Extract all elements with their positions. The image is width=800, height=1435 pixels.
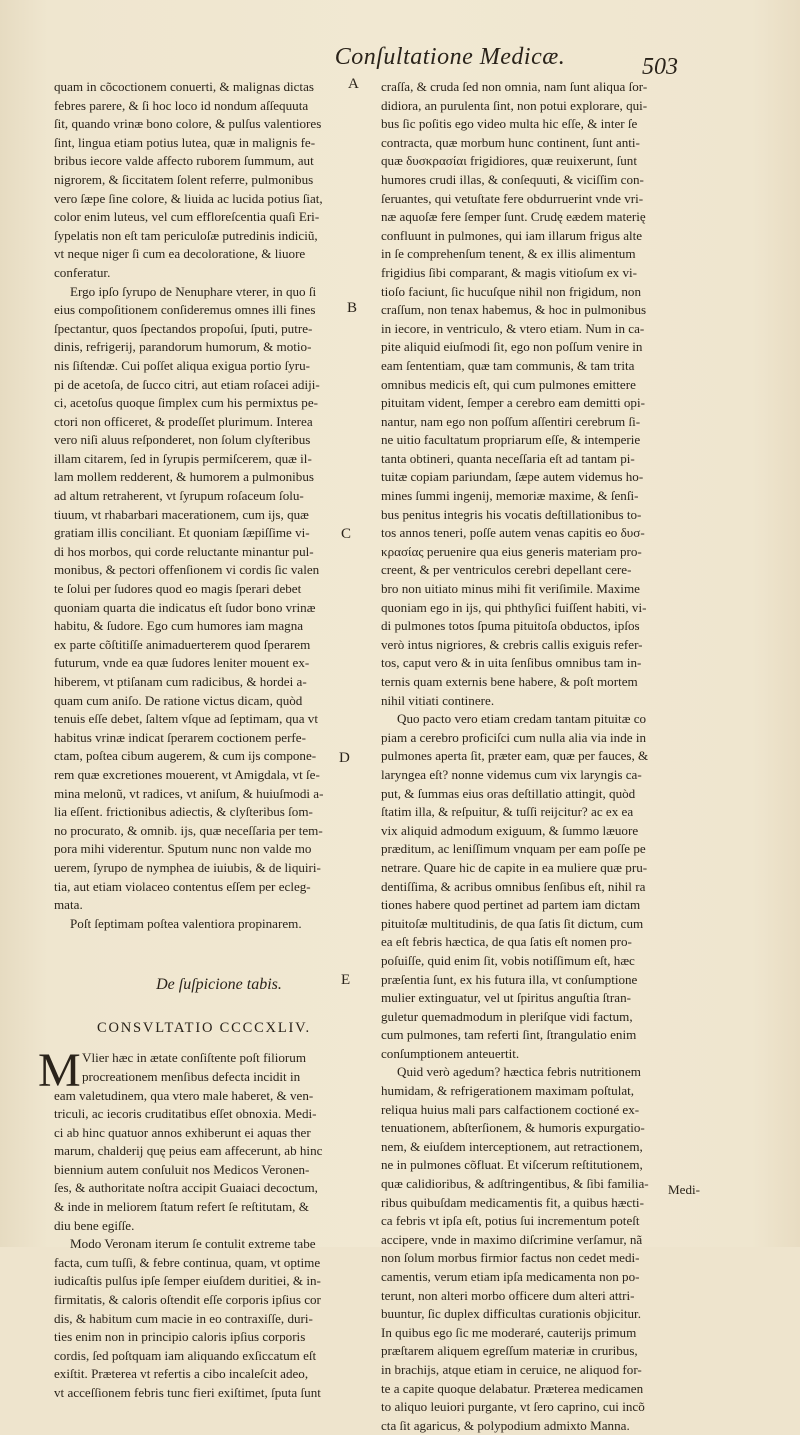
text-line: camentis, verum etiam ipſa medicamenta non po-: [381, 1269, 640, 1284]
text-line: te ſolui per ſudores quod eo magis ſperari debet: [54, 581, 302, 597]
text-line: procreationem menſibus defecta incidit in: [82, 1068, 301, 1084]
text-line: ex parte cõſtitiſſe animaduerterem quod ſperarem: [54, 636, 311, 652]
text-line: put, & ſummas eius oras deſtillatio attingit, quòd: [381, 785, 636, 801]
text-line: ribus quibuſdam medicamentis fit, a quibus hæcti-: [381, 1194, 644, 1210]
text-line: nigrorem, & ſiccitatem ſolent referre, pulmonibus: [54, 171, 314, 187]
text-line: rem quæ excretiones mouerent, vt Amigdala, vt ſe-: [54, 766, 320, 782]
text-line: & inde in meliorem ſtatum refert ſe reſtitutam, &: [54, 1199, 309, 1215]
margin-marker-d: D: [339, 750, 350, 766]
text-line: quoniam ego in ijs, qui phthyſici fuiſſent habiti, vi-: [381, 599, 647, 615]
text-line: ad altum retraherent, vt ſyrupum roſaceum ſolu-: [54, 488, 304, 504]
text-line: dinis, refrigerij, parandorum humorum, & motio-: [54, 339, 312, 355]
text-line: tuitæ copiam pariundam, ſæpe autem videmus ho-: [381, 469, 644, 485]
text-line: quam in cõcoctionem conuerti, & malignas dictas: [54, 79, 314, 94]
text-line: Ergo ipſo ſyrupo de Nenuphare vterer, in quo ſi: [70, 283, 317, 299]
text-line: mata.: [54, 897, 83, 913]
text-line: ne in pulmones cõfluat. Et viſcerum reſtitutionem,: [381, 1157, 643, 1173]
text-line: ternis quam externis bene habere, & poſt mortem: [381, 674, 638, 689]
text-line: ne uitio facultatum propriarum eſſe, & intemperie: [381, 432, 641, 448]
text-line: contracta, quæ morbum hunc continent, ſunt anti-: [381, 134, 640, 150]
text-line: bus ſic poſitis ego video multa hic eſſe, & inter ſe: [381, 116, 638, 132]
left-column: [38, 78, 354, 1403]
right-column: [381, 78, 693, 1435]
left-paragraph-4: [54, 1235, 354, 1402]
text-line: terunt, non alteri morbo officere dum alteri attri-: [381, 1287, 635, 1303]
text-line: marum, chalderij quę peius eam affecerunt, ab hinc: [54, 1143, 323, 1159]
text-line: frigidius ſibi comparant, & magis vitioſum ex vi-: [381, 264, 638, 280]
text-line: præditum, ac leniſſimum vnquam per eam poſſe pe: [381, 841, 646, 857]
text-line: didiora, an purulenta ſint, non potui explorare, qui-: [381, 97, 648, 113]
text-line: habitu, & ſudore. Ego cum humores iam magna: [54, 618, 304, 634]
text-line: Vlier hæc in ætate conſiſtente poſt filiorum: [82, 1050, 307, 1066]
text-line: ſint, lingua etiam potius lutea, quæ in malignis fe-: [54, 134, 316, 150]
text-line: eam ſententiam, quæ tam communis, & tam trita: [381, 357, 635, 373]
text-line: præſentia ſunt, ex his futura illa, vt conſumptione: [381, 971, 638, 987]
margin-marker-a: A: [348, 76, 359, 92]
text-line: accipere, vnde in maximo diſcrimine verſamur, nã: [381, 1231, 643, 1247]
text-line: nantur, nam ego non poſſum aſſentiri cerebrum ſi-: [381, 413, 641, 429]
text-line: quam cum aniſo. De ratione victus dicam, quòd: [54, 692, 303, 708]
text-line: tiones habere quod pertinet ad partem iam dictam: [381, 897, 641, 913]
text-line: triculi, ac iecoris cruditatibus eſſet obnoxia. Medi-: [54, 1106, 317, 1122]
text-line: facta, cum tuſſi, & febre continua, quam, vt optime: [54, 1254, 321, 1270]
text-line: to aliquo leuiori purgante, vt ſero caprino, cui incõ: [381, 1399, 645, 1415]
text-line: ctori non officeret, & prodeſſet plurimum. Interea: [54, 413, 313, 429]
text-line: Quo pacto vero etiam credam tantam pituitæ co: [397, 711, 647, 727]
text-line: ſypelatis non eſt tam periculoſæ putredinis indiciũ,: [54, 227, 318, 243]
right-paragraph-3: [381, 1063, 693, 1435]
closing-line: Poſt ſeptimam poſtea valentiora propinarem.: [70, 915, 302, 931]
text-line: ca febris vt ipſa eſt, potius ſui incrementum poteſt: [381, 1213, 640, 1229]
text-line: nihil vitiati continere.: [381, 692, 495, 708]
consultatio-body: [38, 1044, 354, 1235]
text-line: nem, & eiuſdem interceptionem, aut retractionem,: [381, 1138, 643, 1154]
catchword: Medi-: [668, 1182, 700, 1197]
text-line: lia eſſent. frictionibus adiectis, & clyſteribus ſom-: [54, 804, 313, 820]
text-line: ea eſt febris hæctica, de qua ſatis eſt nomen pro-: [381, 934, 632, 950]
text-line: guletur quemadmodum in pleriſque vidi factum,: [381, 1008, 633, 1024]
text-line: In quibus ego ſic me moderaré, cauterijs primum: [381, 1324, 637, 1340]
text-line: κρασίας peruenire qua eius generis materiam pro-: [381, 543, 642, 559]
left-paragraph-2: [54, 283, 354, 915]
text-line: ſeruantes, qui vetuſtate fere obdurruerint vnde vri-: [381, 190, 644, 206]
text-line: nis ſiſtendæ. Cui poſſet aliqua exigua portio ſyru-: [54, 357, 311, 373]
text-line: dentiſſima, & acribus omnibus ſenſibus eſt, nihil ra: [381, 878, 646, 894]
text-line: tanta obtineri, quanta neceſſaria eſt ad tantam pi-: [381, 450, 635, 466]
text-line: firmitatis, & caloris oſtendit eſſe corporis ipſius cor: [54, 1292, 321, 1308]
text-line: in ſe comprehenſum tenent, & ex illis alimentum: [381, 246, 636, 262]
text-line: eius compoſitionem conſideremus omnes illi fines: [54, 302, 316, 318]
text-line: craſſum, non tenax habemus, & hoc in pulmonibus: [381, 302, 647, 318]
text-line: te a capite quoque delabatur. Præterea medicamen: [381, 1380, 644, 1396]
text-line: biennium autem conſuluit nos Medicos Veronen-: [54, 1161, 310, 1177]
text-line: mina melonũ, vt radices, vt aniſum, & huiuſmodi a-: [54, 785, 324, 801]
section-heading: De ſuſpicione tabis.: [156, 976, 282, 994]
text-line: pite aliquid eiuſmodi ſit, ego non poſſum venire in: [381, 339, 643, 355]
text-line: diu bene egiſſe.: [54, 1217, 135, 1233]
text-line: ci, acetoſus quoque ſimplex cum his permixtus pe-: [54, 395, 318, 411]
running-header: Conſultatione Medicæ.: [334, 44, 566, 70]
text-line: no procurato, & omnib. ijs, quæ neceſſaria per tem-: [54, 822, 323, 838]
text-line: ſtatim illa, & reſpuitur, & tuſſi reijcitur? ac ex ea: [381, 804, 634, 820]
text-line: hiberem, vt ptiſanam cum radicibus, & hordei a-: [54, 674, 307, 689]
text-line: vix aliquid admodum exiguum, & ſummo læuore: [381, 822, 639, 838]
text-line: quæ calidioribus, & adſtringentibus, & ſibi familia-: [381, 1176, 649, 1192]
text-line: vero niſi aluus reſponderet, non ſolum clyſteribus: [54, 432, 311, 448]
text-line: tia, aut etiam violaceo contentus eſſem per ecleg-: [54, 878, 311, 894]
text-line: febres parere, & ſi hoc loco id nondum aſſequuta: [54, 97, 309, 113]
text-line: tos annos teneri, poſſe autem venas capitis eo δυσ-: [381, 525, 645, 541]
right-paragraph-1: [381, 78, 693, 710]
text-line: vt acceſſionem febris tunc fieri exiſtimet, ſputa ſunt: [54, 1385, 321, 1400]
text-line: verò intus nigriores, & crebris callis exiguis refer-: [381, 636, 643, 652]
text-line: futurum, vnde ea quæ ſudores leniter mouent ex-: [54, 655, 310, 671]
text-line: cta ſit agaricus, & polypodium admixto Manna.: [381, 1417, 630, 1433]
text-line: præſtarem aliquem egreſſum materiæ in cruribus,: [381, 1343, 638, 1359]
text-line: mines ſummi ingenij, memoriæ maxime, & ſenſi-: [381, 488, 639, 504]
text-line: in iecore, in ventriculo, & vtero etiam. Num in ca-: [381, 320, 645, 336]
text-line: pi de acetoſa, de ſucco citri, aut etiam roſacei adiji-: [54, 376, 320, 392]
text-line: humores crudi illas, & conſequuti, & viciſſim con-: [381, 171, 644, 187]
text-line: lam mollem redderent, & humorem a pulmonibus: [54, 469, 315, 485]
text-line: craſſa, & cruda ſed non omnia, nam ſunt aliqua ſor-: [381, 79, 648, 94]
text-line: tos, caput vero & in uita ſenſibus omnibus tam in-: [381, 655, 642, 671]
text-line: tenuationem, abſterſionem, & humoris expurgatio-: [381, 1120, 645, 1136]
text-line: laryngea eſt? nonne videmus cum vix laryngis ca-: [381, 766, 642, 782]
text-line: monibus, & pectori offenſionem vi cordis ſic valen: [54, 562, 320, 578]
text-line: bus penitus integris his vocatis deſtillationibus to-: [381, 506, 642, 522]
text-line: netrare. Quare hic de capite in ea muliere quæ pru-: [381, 859, 648, 875]
text-line: pituitoſæ multitudinis, de qua ſatis ſit dictum, cum: [381, 915, 644, 931]
text-line: cum pulmones, tam referti ſint, ſtrangulatio enim: [381, 1027, 637, 1043]
text-line: pituitam vident, ſemper a cerebro eam demitti opi-: [381, 395, 645, 411]
text-line: di hos morbos, qui corde reluctante minantur pul-: [54, 543, 314, 559]
text-line: creent, & per ventriculos cerebri depellant cere-: [381, 562, 632, 578]
drop-cap: M: [38, 1044, 81, 1098]
text-line: bro non uitiato minus mihi fit veriſimile. Maxime: [381, 581, 640, 597]
margin-marker-e: E: [341, 972, 351, 988]
text-line: di pulmones totos ſpuma pituitoſa obductos, ipſos: [381, 618, 640, 634]
text-line: buuntur, ſic duplex difficultas curationis objicitur.: [381, 1306, 641, 1322]
text-line: vero ſæpe ſine colore, & liuida ac lucida potius ſiat,: [54, 190, 323, 206]
text-line: humidam, & refrigerationem maximam poſtulat,: [381, 1083, 635, 1099]
text-line: tiuum, vt rhabarbari macerationem, cum ijs, quæ: [54, 506, 309, 522]
text-line: ties enim non in principio caloris ipſius corporis: [54, 1329, 306, 1345]
text-line: exiſtit. Præterea vt refertis a cibo incaleſcit adeo,: [54, 1366, 309, 1382]
text-line: Quid verò agedum? hæctica febris nutritionem: [397, 1064, 641, 1080]
text-line: quoniam quarta die indicatus eſt ſudor bono vrinæ: [54, 599, 316, 615]
text-line: illam citarem, ſed in ſyrupis permiſcerem, quæ il-: [54, 450, 312, 466]
text-line: ci ab hinc quatuor annos exhiberunt ei aquas ther: [54, 1124, 311, 1140]
text-line: Modo Veronam iterum ſe contulit extreme tabe: [70, 1236, 316, 1252]
text-line: ctam, poſtea cibum augerem, & cum ijs compone-: [54, 748, 317, 764]
text-line: cordis, ſed poſtquam iam aliquando exſiccatum eſt: [54, 1347, 317, 1363]
text-line: næ aquoſæ fere ſemper ſunt. Crudę eædem materię: [381, 209, 646, 225]
right-paragraph-2: [381, 710, 693, 1063]
text-line: eam valetudinem, qua vtero male haberet, & ven-: [54, 1087, 314, 1103]
text-line: reliqua huius mali pars calfactionem coctioné ex-: [381, 1101, 640, 1117]
text-line: uerem, ſyrupo de nymphea de iuiubis, & de liquiri-: [54, 859, 321, 875]
text-line: dis, & habitum cum macie in eo contraxiſſe, duri-: [54, 1310, 313, 1326]
text-line: mulier extinguatur, vel ut ſpiritus anguſtia ſtran-: [381, 990, 632, 1006]
text-line: conferatur.: [54, 264, 111, 280]
text-line: gratiam illis conciliant. Et quoniam ſæpiſſime vi-: [54, 525, 310, 541]
text-line: tioſo faciunt, ſic hucuſque nihil non frigidum, non: [381, 283, 642, 299]
text-line: pulmones aperta ſit, præter eam, quæ per fauces, &: [381, 748, 649, 764]
text-line: iudicaſtis pulſus ipſe ſemper eiuſdem duritiei, & in-: [54, 1273, 321, 1289]
text-line: ſpectantur, quos ſpectandos propoſui, ſputi, putre-: [54, 320, 313, 336]
consultatio-title: CONSVLTATIO CCCCXLIV.: [97, 1020, 311, 1037]
text-line: vt neque niger ſi cum ea decoloratione, & liuore: [54, 246, 306, 262]
text-line: conſumptionem anteuertit.: [381, 1045, 520, 1061]
page-number: 503: [642, 54, 678, 80]
text-line: color enim luteus, vel cum effloreſcentia quaſi Eri-: [54, 209, 320, 225]
text-line: poſuiſſe, quid enim ſit, vobis notiſſimum eſt, hæc: [381, 952, 635, 968]
text-line: in brachijs, atque etiam in ceruice, ne aliquod for-: [381, 1361, 642, 1377]
text-line: non ſolum morbus firmior factus non cedet medi-: [381, 1250, 640, 1266]
text-line: confluunt in pulmones, qui iam illarum frigus alte: [381, 227, 643, 243]
left-paragraph-1: [54, 78, 354, 283]
text-line: quæ δυσκρασίαι frigidiores, quæ reuixerunt, ſunt: [381, 153, 637, 169]
text-line: ſit, quando vrinæ bono colore, & pulſus valentiores: [54, 116, 322, 132]
margin-marker-b: B: [347, 300, 358, 316]
text-line: omnibus medicis eſt, qui cum pulmones emittere: [381, 376, 636, 392]
margin-marker-c: C: [341, 526, 352, 542]
text-line: ſes, & authoritate noſtra accipit Guaiaci decoctum,: [54, 1180, 318, 1196]
text-line: pora mihi viderentur. Sputum nunc non valde mo: [54, 841, 312, 857]
text-line: habitus vrinæ indicat ſperarem coctionem perfe-: [54, 729, 306, 745]
text-line: piam a cerebro proficiſci cum nulla alia via inde in: [381, 729, 647, 745]
text-line: bribus iecore valde affecto ruborem ſummum, aut: [54, 153, 314, 169]
text-line: tenuis eſſe debet, ſaltem vſque ad ſeptimam, qua vt: [54, 711, 318, 727]
